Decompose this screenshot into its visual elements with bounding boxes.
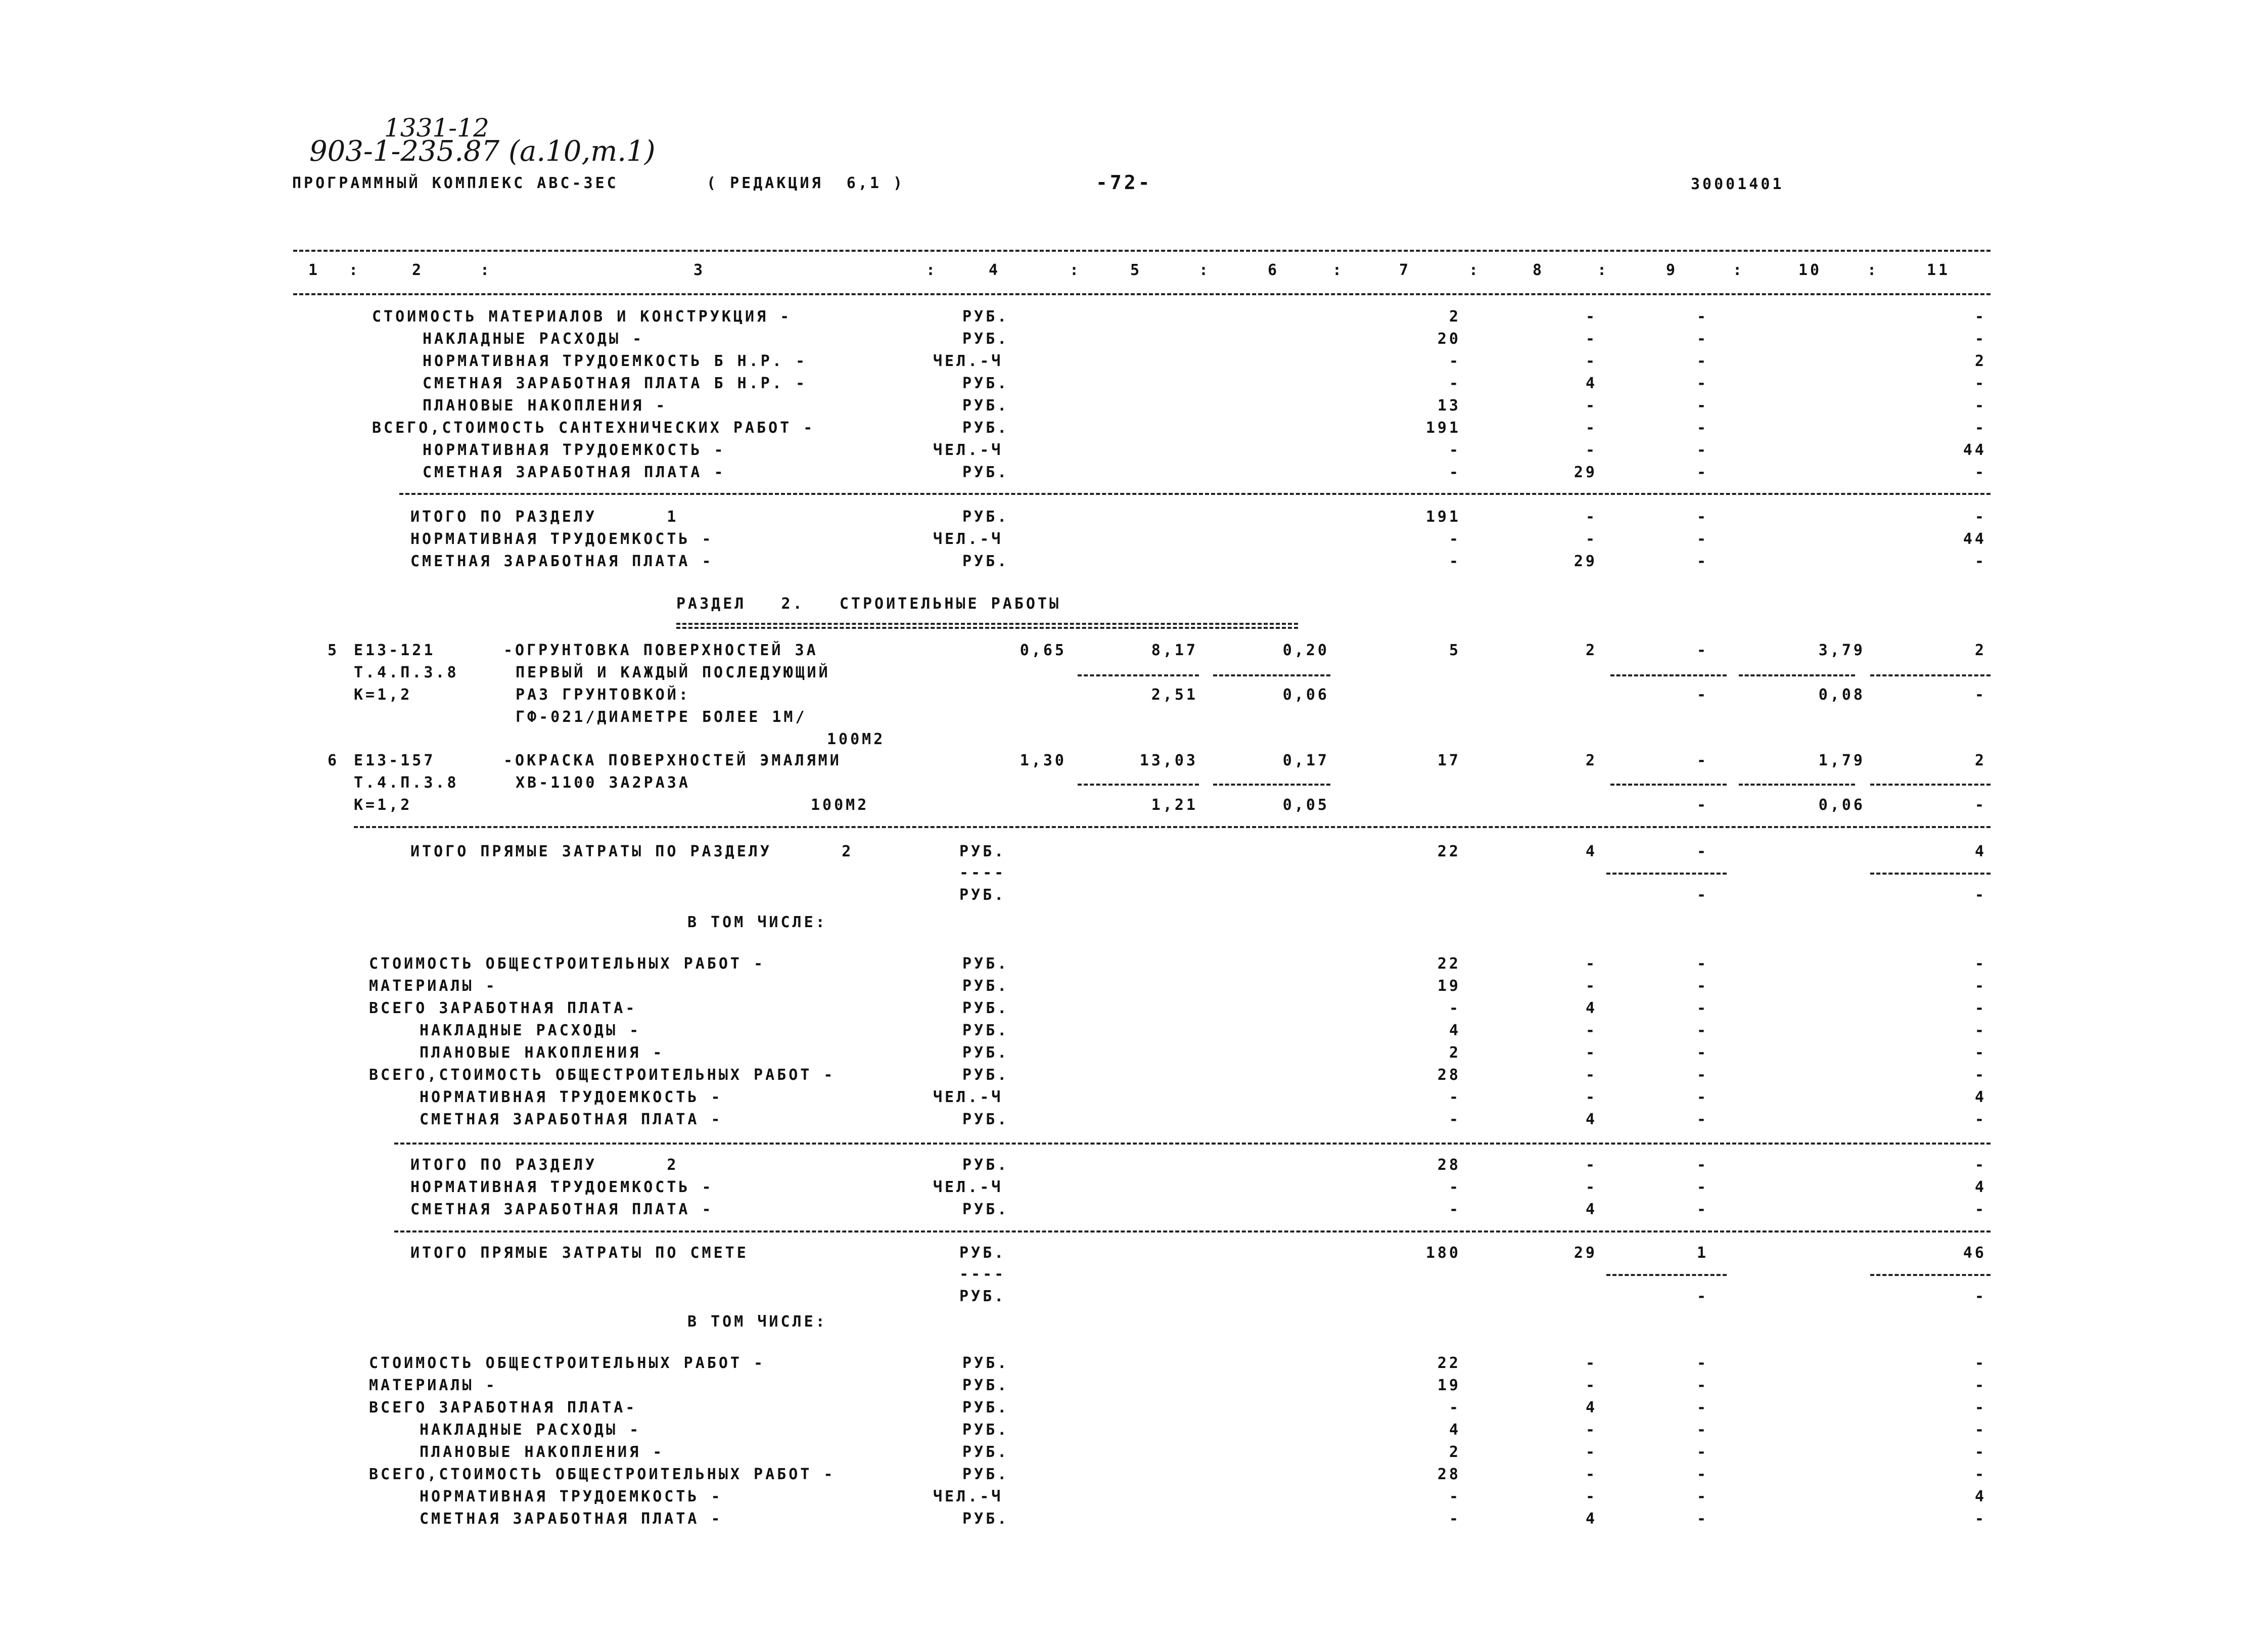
row-c11: - bbox=[1974, 1399, 1986, 1417]
row-c8: 29 bbox=[1573, 464, 1597, 481]
direct-unit: РУБ. bbox=[959, 1244, 1006, 1262]
item-sub-rule bbox=[1213, 674, 1330, 676]
col-9: 9 bbox=[1666, 261, 1678, 279]
item-desc-1: -ОКРАСКА ПОВЕРХНОСТЕЙ ЭМАЛЯМИ bbox=[503, 752, 842, 769]
direct-sub-rule bbox=[1870, 873, 1991, 875]
row-c7: 28 bbox=[1437, 1466, 1461, 1483]
item-sub-rule bbox=[1739, 784, 1855, 786]
row-c9: - bbox=[1696, 375, 1708, 392]
handwritten-line-2: 903-1-235.87 (а.10,т.1) bbox=[309, 135, 656, 168]
row-unit: ЧЕЛ.-Ч bbox=[933, 352, 1003, 370]
row-c7: - bbox=[1449, 553, 1461, 570]
row-label: НАКЛАДНЫЕ РАСХОДЫ - bbox=[423, 330, 644, 348]
item-c6b: 0,05 bbox=[1282, 796, 1329, 814]
item-c10: 1,79 bbox=[1818, 752, 1865, 769]
row-c7: 191 bbox=[1425, 508, 1461, 526]
direct-unit-2: РУБ. bbox=[959, 886, 1006, 904]
row-unit: РУБ. bbox=[962, 1044, 1009, 1062]
header-rule bbox=[293, 293, 1991, 295]
row-c8: - bbox=[1585, 508, 1597, 526]
row-c8: - bbox=[1585, 1443, 1597, 1461]
page-number: -72- bbox=[1096, 171, 1152, 194]
row-c7: - bbox=[1449, 999, 1461, 1017]
row-c9: - bbox=[1696, 330, 1708, 348]
item-code: Е13-157 bbox=[354, 752, 436, 769]
direct-label: ИТОГО ПРЯМЫЕ ЗАТРАТЫ ПО СМЕТЕ bbox=[410, 1244, 749, 1262]
row-c11: - bbox=[1974, 464, 1986, 481]
row-c8: - bbox=[1585, 441, 1597, 459]
direct-unit-dash: ---- bbox=[959, 1265, 1006, 1283]
item-c10: 3,79 bbox=[1818, 642, 1865, 659]
document-code: 30001401 bbox=[1691, 175, 1784, 193]
row-c7: - bbox=[1449, 1488, 1461, 1506]
row-c7: 22 bbox=[1437, 1354, 1461, 1372]
row-c9: - bbox=[1696, 955, 1708, 973]
row-c9: - bbox=[1696, 553, 1708, 570]
col-sep: : bbox=[1199, 261, 1211, 279]
col-1: 1 bbox=[308, 261, 320, 279]
item-num: 5 bbox=[328, 642, 340, 659]
col-4: 4 bbox=[989, 261, 1001, 279]
section-2-rule bbox=[394, 1143, 1991, 1145]
row-c11: - bbox=[1974, 1022, 1986, 1039]
row-label: СМЕТНАЯ ЗАРАБОТНАЯ ПЛАТА - bbox=[410, 1201, 714, 1218]
col-sep: : bbox=[1469, 261, 1481, 279]
direct-c9: - bbox=[1696, 843, 1708, 860]
row-unit: РУБ. bbox=[962, 308, 1009, 326]
section-2-title: РАЗДЕЛ 2. СТРОИТЕЛЬНЫЕ РАБОТЫ bbox=[676, 595, 1061, 613]
item-num: 6 bbox=[328, 752, 340, 769]
item-c5: 13,03 bbox=[1139, 752, 1198, 769]
row-c7: 19 bbox=[1437, 977, 1461, 995]
item-c11b: - bbox=[1974, 686, 1986, 704]
row-c8: 4 bbox=[1585, 1201, 1597, 1218]
item-c10b: 0,06 bbox=[1818, 796, 1865, 814]
row-c8: - bbox=[1585, 397, 1597, 415]
row-c8: - bbox=[1585, 330, 1597, 348]
row-c7: 2 bbox=[1449, 308, 1461, 326]
row-c7: - bbox=[1449, 530, 1461, 548]
row-label: ВСЕГО,СТОИМОСТЬ САНТЕХНИЧЕСКИХ РАБОТ - bbox=[372, 419, 815, 437]
row-c9: - bbox=[1696, 308, 1708, 326]
item-sub-rule bbox=[1739, 674, 1855, 676]
item-sub-rule bbox=[1213, 784, 1330, 786]
row-c7: 20 bbox=[1437, 330, 1461, 348]
row-c9: - bbox=[1696, 1178, 1708, 1196]
row-label: ВСЕГО,СТОИМОСТЬ ОБЩЕСТРОИТЕЛЬНЫХ РАБОТ - bbox=[369, 1066, 836, 1084]
row-c9: - bbox=[1696, 1377, 1708, 1394]
item-c11: 2 bbox=[1974, 752, 1986, 769]
row-c11: 44 bbox=[1963, 530, 1986, 548]
row-unit: РУБ. bbox=[962, 1466, 1009, 1483]
row-c11: - bbox=[1974, 977, 1986, 995]
col-sep: : bbox=[1332, 261, 1345, 279]
col-3: 3 bbox=[693, 261, 706, 279]
direct-sub-rule bbox=[1606, 873, 1727, 875]
row-c11: - bbox=[1974, 1377, 1986, 1394]
item-c9: - bbox=[1696, 752, 1708, 769]
direct-c11: 4 bbox=[1974, 843, 1986, 860]
direct-c11b: - bbox=[1974, 886, 1986, 904]
row-c11: - bbox=[1974, 397, 1986, 415]
direct-c8: 4 bbox=[1585, 843, 1597, 860]
row-label: НОРМАТИВНАЯ ТРУДОЕМКОСТЬ - bbox=[423, 441, 726, 459]
direct-unit: РУБ. bbox=[959, 843, 1006, 860]
item-qty: 0,65 bbox=[1020, 642, 1067, 659]
row-unit: РУБ. bbox=[962, 553, 1009, 570]
item-c6: 0,17 bbox=[1282, 752, 1329, 769]
item-c11b: - bbox=[1974, 796, 1986, 814]
row-label: МАТЕРИАЛЫ - bbox=[369, 1377, 497, 1394]
row-c7: 2 bbox=[1449, 1044, 1461, 1062]
row-c11: - bbox=[1974, 955, 1986, 973]
row-c8: - bbox=[1585, 1088, 1597, 1106]
item-unit: 100М2 bbox=[827, 731, 886, 748]
row-label: ПЛАНОВЫЕ НАКОПЛЕНИЯ - bbox=[423, 397, 668, 415]
direct-unit-dash: ---- bbox=[959, 864, 1006, 882]
row-unit: РУБ. bbox=[962, 330, 1009, 348]
row-c11: - bbox=[1974, 1510, 1986, 1528]
direct-c9b: - bbox=[1696, 886, 1708, 904]
direct-c11: 46 bbox=[1963, 1244, 1986, 1262]
item-sub-rule bbox=[1610, 674, 1727, 676]
row-c11: - bbox=[1974, 1066, 1986, 1084]
row-c11: - bbox=[1974, 330, 1986, 348]
row-c8: - bbox=[1585, 530, 1597, 548]
row-c9: - bbox=[1696, 1044, 1708, 1062]
row-c8: - bbox=[1585, 1466, 1597, 1483]
direct-label: ИТОГО ПРЯМЫЕ ЗАТРАТЫ ПО РАЗДЕЛУ 2 bbox=[410, 843, 854, 860]
direct-c7: 22 bbox=[1437, 843, 1461, 860]
row-unit: РУБ. bbox=[962, 1111, 1009, 1128]
row-label: НОРМАТИВНАЯ ТРУДОЕМКОСТЬ Б Н.Р. - bbox=[423, 352, 808, 370]
row-unit: РУБ. bbox=[962, 1066, 1009, 1084]
row-label: НОРМАТИВНАЯ ТРУДОЕМКОСТЬ - bbox=[410, 1178, 714, 1196]
col-sep: : bbox=[480, 261, 492, 279]
item-sub-rule bbox=[1870, 784, 1991, 786]
row-unit: РУБ. bbox=[962, 1156, 1009, 1174]
row-c8: - bbox=[1585, 1044, 1597, 1062]
edition: ( РЕДАКЦИЯ 6,1 ) bbox=[707, 174, 905, 192]
row-unit: РУБ. bbox=[962, 1399, 1009, 1417]
row-label: НОРМАТИВНАЯ ТРУДОЕМКОСТЬ - bbox=[420, 1088, 723, 1106]
row-c9: - bbox=[1696, 1466, 1708, 1483]
top-rule bbox=[293, 250, 1991, 252]
row-c7: - bbox=[1449, 1510, 1461, 1528]
row-c9: - bbox=[1696, 419, 1708, 437]
row-unit: РУБ. bbox=[962, 999, 1009, 1017]
row-unit: ЧЕЛ.-Ч bbox=[933, 1178, 1003, 1196]
row-c8: - bbox=[1585, 955, 1597, 973]
item-c10b: 0,08 bbox=[1818, 686, 1865, 704]
col-sep: : bbox=[349, 261, 361, 279]
row-c7: 22 bbox=[1437, 955, 1461, 973]
row-c11: - bbox=[1974, 1421, 1986, 1439]
item-desc-2: ПЕРВЫЙ И КАЖДЫЙ ПОСЛЕДУЮЩИЙ bbox=[516, 664, 830, 681]
section-2-incl: В ТОМ ЧИСЛЕ: bbox=[687, 914, 827, 931]
row-c7: 4 bbox=[1449, 1421, 1461, 1439]
row-label: ПЛАНОВЫЕ НАКОПЛЕНИЯ - bbox=[420, 1443, 665, 1461]
row-label: НОРМАТИВНАЯ ТРУДОЕМКОСТЬ - bbox=[420, 1488, 723, 1506]
row-c8: 4 bbox=[1585, 375, 1597, 392]
col-8: 8 bbox=[1533, 261, 1545, 279]
row-c7: - bbox=[1449, 1399, 1461, 1417]
row-c7: - bbox=[1449, 1201, 1461, 1218]
row-c8: 4 bbox=[1585, 999, 1597, 1017]
row-label: НАКЛАДНЫЕ РАСХОДЫ - bbox=[420, 1421, 641, 1439]
col-sep: : bbox=[1070, 261, 1082, 279]
row-unit: РУБ. bbox=[962, 508, 1009, 526]
row-c7: 13 bbox=[1437, 397, 1461, 415]
row-label: СМЕТНАЯ ЗАРАБОТНАЯ ПЛАТА - bbox=[420, 1510, 723, 1528]
col-7: 7 bbox=[1399, 261, 1411, 279]
row-unit: РУБ. bbox=[962, 1201, 1009, 1218]
item-c6b: 0,06 bbox=[1282, 686, 1329, 704]
row-c7: 19 bbox=[1437, 1377, 1461, 1394]
row-c8: - bbox=[1585, 352, 1597, 370]
item-sub-rule bbox=[1870, 674, 1991, 676]
row-c7: 28 bbox=[1437, 1156, 1461, 1174]
row-c11: - bbox=[1974, 1201, 1986, 1218]
program-name: ПРОГРАММНЫЙ КОМПЛЕКС АВС-ЗЕС bbox=[292, 174, 619, 192]
row-c8: - bbox=[1585, 977, 1597, 995]
row-label: СТОИМОСТЬ ОБЩЕСТРОИТЕЛЬНЫХ РАБОТ - bbox=[369, 1354, 766, 1372]
row-c9: - bbox=[1696, 1421, 1708, 1439]
row-label: НОРМАТИВНАЯ ТРУДОЕМКОСТЬ - bbox=[410, 530, 714, 548]
row-unit: РУБ. bbox=[962, 1510, 1009, 1528]
item-ref: Т.4.П.3.8 bbox=[354, 664, 459, 681]
item-sub-rule bbox=[1078, 784, 1199, 786]
direct-c9: 1 bbox=[1696, 1244, 1708, 1262]
col-sep: : bbox=[1597, 261, 1609, 279]
row-c7: - bbox=[1449, 464, 1461, 481]
row-c11: - bbox=[1974, 999, 1986, 1017]
item-unit: 100М2 bbox=[811, 796, 869, 814]
item-c9: - bbox=[1696, 642, 1708, 659]
row-label: СМЕТНАЯ ЗАРАБОТНАЯ ПЛАТА - bbox=[423, 464, 726, 481]
item-c5b: 2,51 bbox=[1151, 686, 1198, 704]
item-c5b: 1,21 bbox=[1151, 796, 1198, 814]
row-label: МАТЕРИАЛЫ - bbox=[369, 977, 497, 995]
row-c9: - bbox=[1696, 1399, 1708, 1417]
direct-sub-rule bbox=[1606, 1274, 1727, 1276]
row-label: ИТОГО ПО РАЗДЕЛУ 2 bbox=[410, 1156, 679, 1174]
row-unit: РУБ. bbox=[962, 419, 1009, 437]
row-label: ВСЕГО,СТОИМОСТЬ ОБЩЕСТРОИТЕЛЬНЫХ РАБОТ - bbox=[369, 1466, 836, 1483]
row-label: ВСЕГО ЗАРАБОТНАЯ ПЛАТА- bbox=[369, 1399, 637, 1417]
row-unit: РУБ. bbox=[962, 464, 1009, 481]
item-qty: 1,30 bbox=[1020, 752, 1067, 769]
row-c8: - bbox=[1585, 419, 1597, 437]
row-c7: 28 bbox=[1437, 1066, 1461, 1084]
row-unit: РУБ. bbox=[962, 1377, 1009, 1394]
row-c9: - bbox=[1696, 508, 1708, 526]
item-sub-rule bbox=[1078, 674, 1199, 676]
col-sep: : bbox=[1733, 261, 1745, 279]
item-sub-rule bbox=[1610, 784, 1727, 786]
estimate-incl: В ТОМ ЧИСЛЕ: bbox=[687, 1313, 827, 1331]
col-5: 5 bbox=[1130, 261, 1142, 279]
row-label: НАКЛАДНЫЕ РАСХОДЫ - bbox=[420, 1022, 641, 1039]
row-c9: - bbox=[1696, 1156, 1708, 1174]
row-c8: - bbox=[1585, 1022, 1597, 1039]
row-c9: - bbox=[1696, 1488, 1708, 1506]
row-label: ВСЕГО ЗАРАБОТНАЯ ПЛАТА- bbox=[369, 999, 637, 1017]
row-c7: - bbox=[1449, 352, 1461, 370]
item-c8: 2 bbox=[1585, 642, 1597, 659]
col-2: 2 bbox=[412, 261, 424, 279]
row-unit: РУБ. bbox=[962, 1354, 1009, 1372]
row-c9: - bbox=[1696, 352, 1708, 370]
row-c7: - bbox=[1449, 375, 1461, 392]
row-c8: - bbox=[1585, 1488, 1597, 1506]
row-c11: - bbox=[1974, 1466, 1986, 1483]
direct-c9b: - bbox=[1696, 1288, 1708, 1305]
row-c9: - bbox=[1696, 1443, 1708, 1461]
row-label: ПЛАНОВЫЕ НАКОПЛЕНИЯ - bbox=[420, 1044, 665, 1062]
item-c11: 2 bbox=[1974, 642, 1986, 659]
direct-c7: 180 bbox=[1425, 1244, 1461, 1262]
item-desc-2: ХВ-1100 ЗА2РАЗА bbox=[516, 774, 690, 792]
item-desc-3: РАЗ ГРУНТОВКОЙ: bbox=[516, 686, 690, 704]
row-c11: - bbox=[1974, 553, 1986, 570]
item-c6: 0,20 bbox=[1282, 642, 1329, 659]
row-c8: 4 bbox=[1585, 1399, 1597, 1417]
row-c8: - bbox=[1585, 1178, 1597, 1196]
row-c8: - bbox=[1585, 1066, 1597, 1084]
row-c9: - bbox=[1696, 1066, 1708, 1084]
row-c11: - bbox=[1974, 375, 1986, 392]
row-label: ИТОГО ПО РАЗДЕЛУ 1 bbox=[410, 508, 679, 526]
row-unit: РУБ. bbox=[962, 1443, 1009, 1461]
col-sep: : bbox=[926, 261, 938, 279]
row-c8: 29 bbox=[1573, 553, 1597, 570]
item-k: К=1,2 bbox=[354, 796, 412, 814]
row-c11: - bbox=[1974, 1156, 1986, 1174]
row-unit: РУБ. bbox=[962, 977, 1009, 995]
handwritten-line-1: 1331-12 bbox=[384, 113, 489, 143]
row-c9: - bbox=[1696, 441, 1708, 459]
row-c9: - bbox=[1696, 1111, 1708, 1128]
row-c9: - bbox=[1696, 397, 1708, 415]
item-ref: Т.4.П.3.8 bbox=[354, 774, 459, 792]
row-label: СМЕТНАЯ ЗАРАБОТНАЯ ПЛАТА - bbox=[410, 553, 714, 570]
row-unit: ЧЕЛ.-Ч bbox=[933, 441, 1003, 459]
row-c7: - bbox=[1449, 1111, 1461, 1128]
item-c8: 2 bbox=[1585, 752, 1597, 769]
row-c9: - bbox=[1696, 1354, 1708, 1372]
section-1-rule bbox=[399, 493, 1991, 495]
direct-unit-2: РУБ. bbox=[959, 1288, 1006, 1305]
item-k: К=1,2 bbox=[354, 686, 412, 704]
section-2-title-underline-2 bbox=[676, 627, 1298, 629]
row-c8: 4 bbox=[1585, 1510, 1597, 1528]
row-c11: - bbox=[1974, 1111, 1986, 1128]
row-label: СМЕТНАЯ ЗАРАБОТНАЯ ПЛАТА - bbox=[420, 1111, 723, 1128]
col-sep: : bbox=[1867, 261, 1879, 279]
row-c9: - bbox=[1696, 1510, 1708, 1528]
row-c7: - bbox=[1449, 1178, 1461, 1196]
items-end-rule bbox=[354, 826, 1991, 828]
row-c9: - bbox=[1696, 977, 1708, 995]
col-10: 10 bbox=[1798, 261, 1822, 279]
row-unit: РУБ. bbox=[962, 1022, 1009, 1039]
item-c7: 17 bbox=[1437, 752, 1461, 769]
row-unit: ЧЕЛ.-Ч bbox=[933, 1088, 1003, 1106]
row-c8: - bbox=[1585, 1421, 1597, 1439]
row-c11: - bbox=[1974, 308, 1986, 326]
row-c11: - bbox=[1974, 1443, 1986, 1461]
row-c11: 44 bbox=[1963, 441, 1986, 459]
row-unit: РУБ. bbox=[962, 1421, 1009, 1439]
row-c8: - bbox=[1585, 1156, 1597, 1174]
item-code: Е13-121 bbox=[354, 642, 436, 659]
item-c9b: - bbox=[1696, 686, 1708, 704]
direct-c11b: - bbox=[1974, 1288, 1986, 1305]
row-label: СТОИМОСТЬ ОБЩЕСТРОИТЕЛЬНЫХ РАБОТ - bbox=[369, 955, 766, 973]
row-c11: 4 bbox=[1974, 1178, 1986, 1196]
row-c7: 2 bbox=[1449, 1443, 1461, 1461]
section-2-title-underline bbox=[676, 623, 1298, 625]
row-unit: РУБ. bbox=[962, 375, 1009, 392]
estimate-rule bbox=[394, 1230, 1991, 1233]
row-c9: - bbox=[1696, 1201, 1708, 1218]
row-c11: - bbox=[1974, 419, 1986, 437]
row-unit: РУБ. bbox=[962, 397, 1009, 415]
row-c11: - bbox=[1974, 1044, 1986, 1062]
col-6: 6 bbox=[1268, 261, 1280, 279]
direct-c8: 29 bbox=[1573, 1244, 1597, 1262]
row-c11: 4 bbox=[1974, 1088, 1986, 1106]
row-c9: - bbox=[1696, 999, 1708, 1017]
row-c11: 2 bbox=[1974, 352, 1986, 370]
item-c5: 8,17 bbox=[1151, 642, 1198, 659]
row-label: СМЕТНАЯ ЗАРАБОТНАЯ ПЛАТА Б Н.Р. - bbox=[423, 375, 808, 392]
item-desc-1: -ОГРУНТОВКА ПОВЕРХНОСТЕЙ ЗА bbox=[503, 642, 818, 659]
row-c11: 4 bbox=[1974, 1488, 1986, 1506]
row-c11: - bbox=[1974, 508, 1986, 526]
row-c8: - bbox=[1585, 1377, 1597, 1394]
item-desc-4: ГФ-021/ДИАМЕТРЕ БОЛЕЕ 1М/ bbox=[516, 708, 807, 726]
row-c8: - bbox=[1585, 1354, 1597, 1372]
row-label: СТОИМОСТЬ МАТЕРИАЛОВ И КОНСТРУКЦИЯ - bbox=[372, 308, 792, 326]
row-c7: - bbox=[1449, 441, 1461, 459]
direct-sub-rule bbox=[1870, 1274, 1991, 1276]
row-c7: 4 bbox=[1449, 1022, 1461, 1039]
item-c9b: - bbox=[1696, 796, 1708, 814]
row-c8: - bbox=[1585, 308, 1597, 326]
row-c9: - bbox=[1696, 1022, 1708, 1039]
row-c9: - bbox=[1696, 464, 1708, 481]
row-c11: - bbox=[1974, 1354, 1986, 1372]
row-c7: 191 bbox=[1425, 419, 1461, 437]
row-c9: - bbox=[1696, 530, 1708, 548]
col-11: 11 bbox=[1927, 261, 1951, 279]
row-unit: РУБ. bbox=[962, 955, 1009, 973]
row-c7: - bbox=[1449, 1088, 1461, 1106]
row-c9: - bbox=[1696, 1088, 1708, 1106]
row-unit: ЧЕЛ.-Ч bbox=[933, 1488, 1003, 1506]
row-c8: 4 bbox=[1585, 1111, 1597, 1128]
item-c7: 5 bbox=[1449, 642, 1461, 659]
row-unit: ЧЕЛ.-Ч bbox=[933, 530, 1003, 548]
